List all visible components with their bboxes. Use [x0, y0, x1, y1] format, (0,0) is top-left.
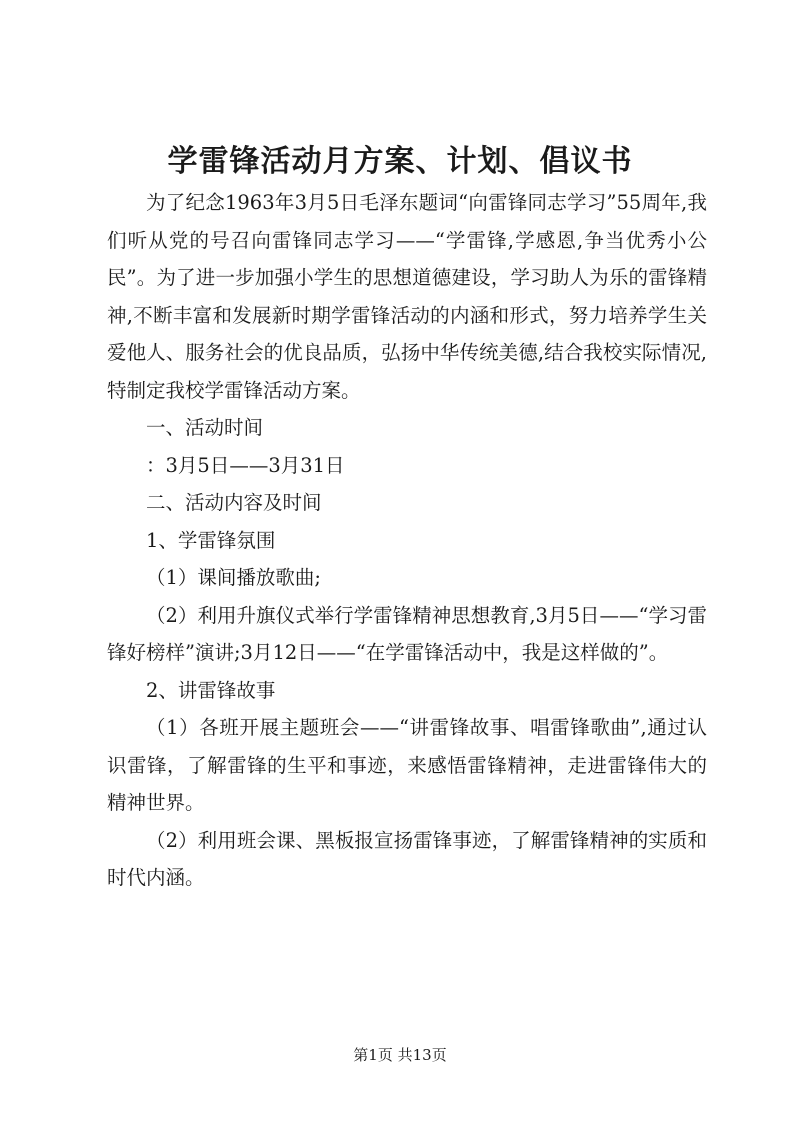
list-item-songs: （1）课间播放歌曲;: [146, 566, 321, 589]
intro-paragraph: 为了纪念1963年3月5日毛泽东题词“向雷锋同志学习”55周年,我们听从党的号召向雷锋同志学习——“学雷锋,学感恩,争当优秀小公民”。为了进一步加强小学生的思想道德建设，学习助人为乐的雷锋精神,不断丰富和发展新时期学雷锋活动的内涵和形式，努力培养学生关爱他人、服务社会的优良品质，弘扬中华传统美德,结合我校实际情况,特制定我校学雷锋活动方案。: [107, 191, 707, 402]
activity-time-range: ：3月5日——3月31日: [146, 453, 345, 477]
list-item-blackboard: （2）利用班会课、黑板报宣扬雷锋事迹，了解雷锋精神的实质和时代内涵。: [107, 828, 707, 889]
page-number-footer: 第1页 共13页: [353, 1046, 447, 1064]
list-item-class-meeting: （1）各班开展主题班会——“讲雷锋故事、唱雷锋歌曲”,通过认识雷锋，了解雷锋的生平和事迹，来感悟雷锋精神，走进雷锋伟大的精神世界。: [107, 716, 707, 814]
subsection-heading-stories: 2、讲雷锋故事: [146, 678, 276, 702]
section-heading-content: 二、活动内容及时间: [146, 491, 322, 514]
subsection-heading-atmosphere: 1、学雷锋氛围: [146, 528, 276, 552]
list-item-flag-ceremony: （2）利用升旗仪式举行学雷锋精神思想教育,3月5日——“学习雷锋好榜样”演讲;3月12日——“在学雷锋活动中，我是这样做的”。: [107, 603, 707, 664]
document-body: [107, 184, 707, 897]
section-heading-activity-time: 一、活动时间: [146, 416, 264, 439]
page-title: 学雷锋活动月方案、计划、倡议书: [167, 144, 633, 179]
